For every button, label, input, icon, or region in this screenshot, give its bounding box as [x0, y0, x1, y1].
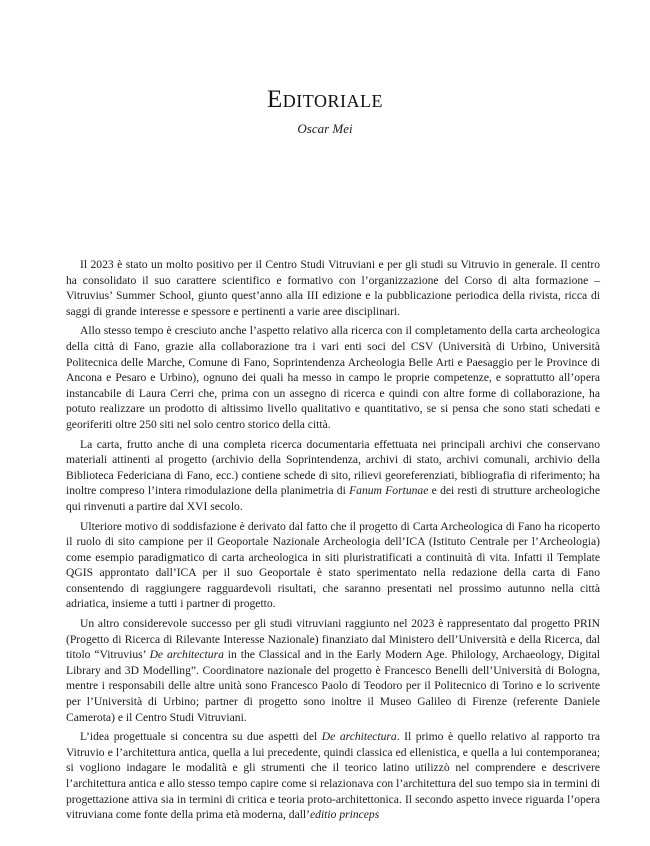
paragraph-text: La carta, frutto anche di una completa ricerca documentaria effettuata nei principali archivi che conservano materiali attinenti al progetto (archivio della Soprintendenza, archivi di stato, archivi comunali, archivio della Biblioteca Federiciana di Fano, ecc.) contiene schede di sito, rilievi georeferenziati, bibliografia di riferimento; ha inoltre compreso l’intera rimodulazione della planimetria di	[66, 437, 600, 498]
paragraph	[66, 519, 600, 613]
paragraph-text: Il 2023 è stato un molto positivo per il Centro Studi Vitruviani e per gli studi su Vitruvio in generale. Il centro ha consolidato il suo carattere scientifico e formativo con l’organizzazione del Corso di alta formazione – Vitruvius’ Summer School, giunto quest’anno alla III edizione e la pubblicazione periodica della rivista, ricca di saggi di grande interesse e spessore e pertinenti a varie aree disciplinari.	[66, 258, 600, 318]
italic-text: De architectura	[321, 730, 397, 744]
page-title: Editoriale	[267, 86, 383, 113]
paragraph	[66, 616, 600, 725]
paragraph-text: L’idea progettuale si concentra su due aspetti del	[80, 730, 322, 744]
paragraph-text: Un altro considerevole successo per gli studi vitruviani raggiunto nel 2023 è rappresentato dal progetto PRIN (Progetto di Ricerca di Rilevante Interesse Nazionale) finanziato dal Ministero dell’Università e della Ricerca, dal titolo “Vitruvius’	[66, 617, 600, 662]
paragraph	[66, 437, 600, 515]
paragraph-text: . Il primo è quello relativo al rapporto tra Vitruvio e l’architettura antica, quella a lui precedente, quindi classica ed ellenistica, e quella a lui contemporanea; si vogliono indagare le modalità e gli strumenti che il teorico latino utilizzò nel comprendere e descrivere l’architettura antica e allo stesso tempo capire come si relazionava con l’architettura del suo tempo sia in termini di progettazione attiva sia in termini di critica e teoria proto-architettonica. Il secondo aspetto invece riguarda l’opera vitruviana come fonte della prima età moderna, dall’	[66, 730, 600, 822]
paragraph-text: in the Classical and in the Early Modern Age. Philology, Archaeology, Digital Library and 3D Modelling”. Coordinatore nazionale del progetto è Francesco Benelli dell’Università di Bologna, mentre i responsabili delle altre unità sono Francesco Paolo di Teodoro per il Politecnico di Torino e lo scrivente per l’Università di Urbino; partner di progetto sono inoltre il Museo Galileo di Firenze (referente Daniele Camerota) e il Centro Studi Vitruviani.	[66, 648, 600, 724]
paragraph	[66, 323, 600, 432]
paragraph-text: Ulteriore motivo di soddisfazione è derivato dal fatto che il progetto di Carta Archeologica di Fano ha ricoperto il ruolo di sito campione per il Geoportale Nazionale Archeologia dell’ICA (Istituto Centrale per l’Archeologia) come esempio paradigmatico di carta archeologica in siti pluristratificati a continuità di vita. Infatti il Template QGIS approntato dall’ICA per il suo Geoportale è stato sperimentato nella redazione della carta di Fano consentendo di raggiungere ragguardevoli risultati, che saranno presentati nel prossimo autunno nella città adriatica, insieme a tutti i partner di progetto.	[66, 519, 600, 611]
paragraph	[66, 729, 600, 823]
italic-text: De architectura	[149, 648, 224, 662]
italic-text: editio princeps	[310, 808, 380, 822]
article-body	[66, 257, 600, 827]
author-name: Oscar Mei	[297, 121, 353, 136]
paragraph-text: Allo stesso tempo è cresciuto anche l’aspetto relativo alla ricerca con il completamento della carta archeologica della città di Fano, grazie alla collaborazione tra i vari enti soci del CSV (Università di Urbino, Università Politecnica delle Marche, Comune di Fano, Soprintendenza Archeologia Belle Arti e Paesaggio per le Province di Ancona e Pesaro e Urbino), ognuno dei quali ha messo in campo le proprie competenze, e soprattutto all’opera instancabile di Laura Cerri che, prima con un assegno di ricerca e quindi con altre forme di collaborazione, ha potuto realizzare un prodotto di altissimo livello qualitativo e quantitativo, se si pensa che sono stati schedati e georiferiti oltre 250 siti nel solo centro storico della città.	[66, 324, 600, 431]
italic-text: Fanum Fortunae	[349, 484, 429, 498]
paragraph-text: e dei resti di strutture archeologiche qui rinvenuti a partire dal XVI secolo.	[66, 484, 600, 513]
paragraph	[66, 257, 600, 319]
